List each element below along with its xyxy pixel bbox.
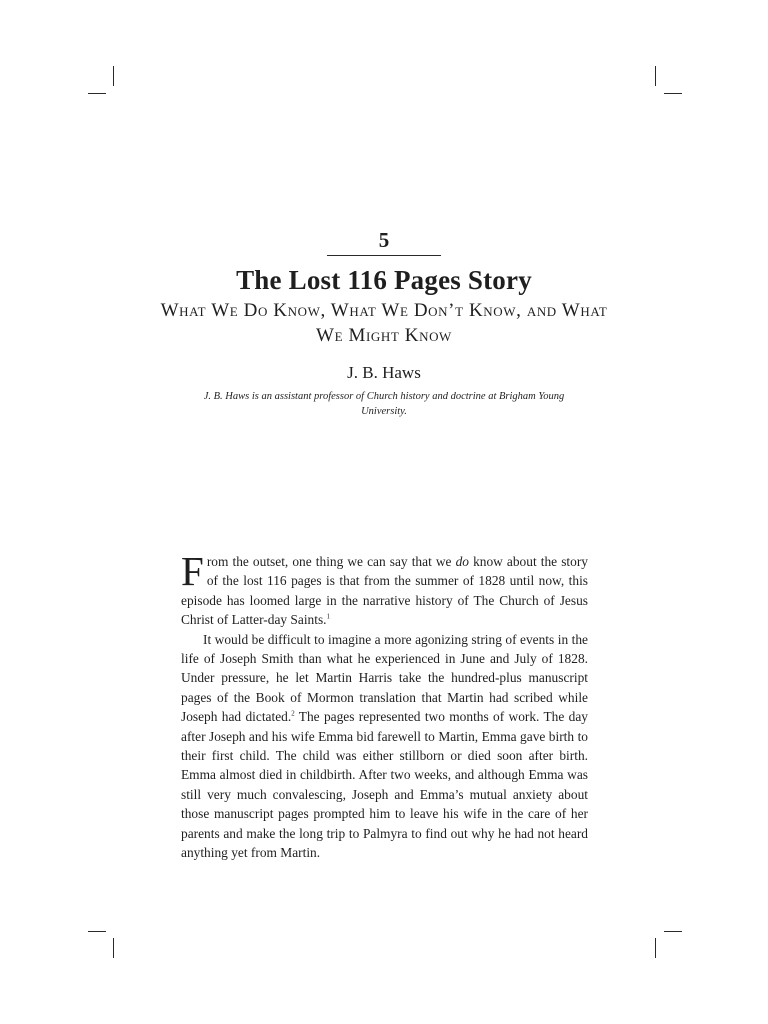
chapter-subtitle: What We Do Know, What We Don’t Know, and What We Might Know: [160, 300, 608, 346]
paragraph-text: It would be difficult to imagine a more agonizing string of events in the life of Joseph Smith than what he experienced in June and July of 1828. Under pressure, he let Martin Harris take the hundred-plus manuscript pages of the Book of Mormon translation that Martin had scribed while Joseph had dictated.: [181, 631, 588, 725]
crop-mark: [664, 93, 682, 94]
paragraph-text: rom the outset, one thing we can say that we: [206, 554, 456, 569]
crop-mark: [113, 66, 114, 86]
chapter-title: The Lost 116 Pages Story: [236, 265, 532, 295]
footnote-marker: 2: [291, 709, 295, 718]
paragraph-2: [181, 630, 588, 863]
crop-mark: [664, 931, 682, 932]
crop-mark: [88, 931, 106, 932]
emphasis-text: do: [455, 554, 469, 569]
chapter-number: 5: [378, 228, 390, 252]
crop-mark: [88, 93, 106, 94]
paragraph-text: know about the story of the lost 116 pages is that from the summer of 1828 until now, this episode has loomed large in the narrative history of The Church of Jesus Christ of Latter-day Saints.: [181, 554, 588, 628]
author-bio: J. B. Haws is an assistant professor of Church history and doctrine at Brigham Young University.: [203, 391, 565, 417]
paragraph-1: [181, 548, 588, 630]
author-name: J. B. Haws: [347, 363, 421, 382]
crop-mark: [655, 938, 656, 958]
chapter-rule: [327, 255, 441, 256]
paragraph-text: The pages represented two months of work. The day after Joseph and his wife Emma bid farewell to Martin, Emma gave birth to their first child. The child was either stillborn or died soon after birth. Emma almost died in childbirth. After two weeks, and although Emma was still very much convalescing, Joseph and Emma’s mutual anxiety about those manuscript pages prompted him to leave his wife in the care of her parents and make the long trip to Palmyra to find out why he had not heard anything yet from Martin.: [181, 709, 588, 861]
crop-mark: [655, 66, 656, 86]
footnote-marker: 1: [326, 612, 331, 621]
body-text: [181, 548, 588, 863]
drop-cap: F: [181, 548, 204, 594]
crop-mark: [113, 938, 114, 958]
